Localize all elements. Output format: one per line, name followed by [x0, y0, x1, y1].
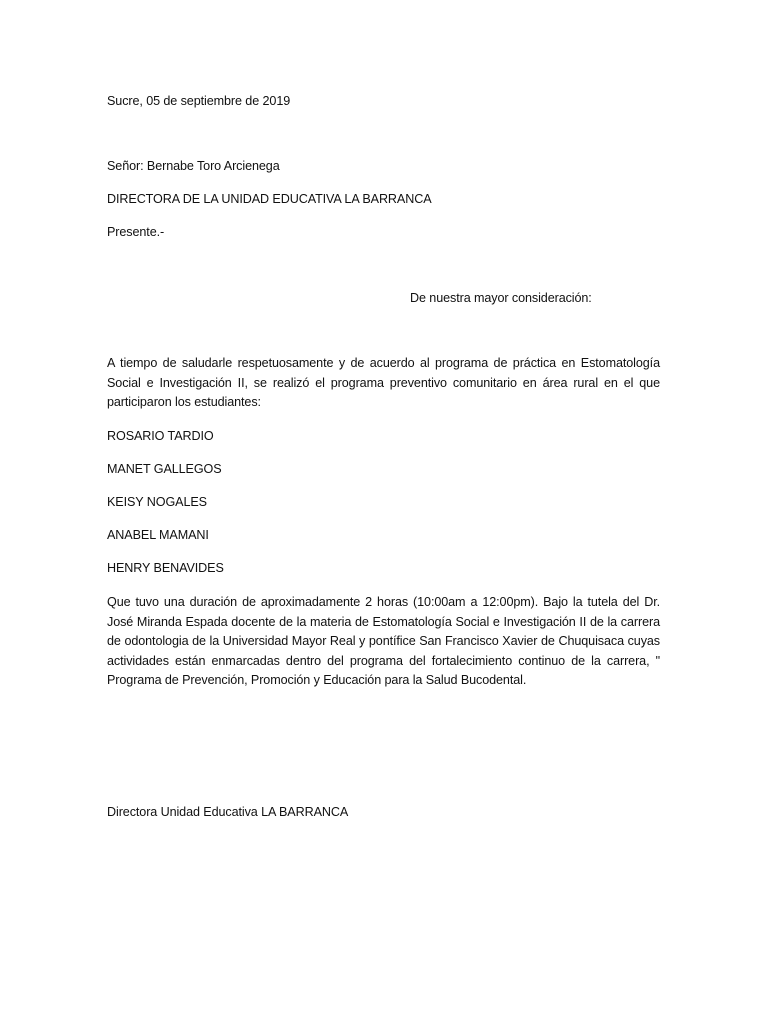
student-name: HENRY BENAVIDES	[107, 561, 224, 575]
signature-line: Directora Unidad Educativa LA BARRANCA	[107, 805, 349, 819]
presente-line: Presente.-	[107, 225, 165, 239]
recipient-title: DIRECTORA DE LA UNIDAD EDUCATIVA LA BARRANCA	[107, 192, 432, 206]
salutation: De nuestra mayor consideración:	[410, 291, 592, 305]
student-name: MANET GALLEGOS	[107, 462, 222, 476]
student-name: ANABEL MAMANI	[107, 528, 209, 542]
student-name: ROSARIO TARDIO	[107, 429, 214, 443]
student-name: KEISY NOGALES	[107, 495, 207, 509]
intro-paragraph: A tiempo de saludarle respetuosamente y de acuerdo al programa de práctica en Estomatología Social e Investigación II, se realizó el programa preventivo comunitario en área rural en el que participaron los estudiantes:	[107, 356, 660, 409]
place-date: Sucre, 05 de septiembre de 2019	[107, 94, 291, 108]
recipient-name: Señor: Bernabe Toro Arcienega	[107, 159, 280, 173]
body-paragraph: Que tuvo una duración de aproximadamente 2 horas (10:00am a 12:00pm). Bajo la tutela del Dr. José Miranda Espada docente de la materia de Estomatología Social e Investigación II de la carrera de odontologia de la Universidad Mayor Real y pontífice San Francisco Xavier de Chuquisaca cuyas actividades están enmarcadas dentro del programa del fortalecimiento continuo de la carrera, " Programa de Prevención, Promoción y Educación para la Salud Bucodental.	[107, 595, 660, 687]
